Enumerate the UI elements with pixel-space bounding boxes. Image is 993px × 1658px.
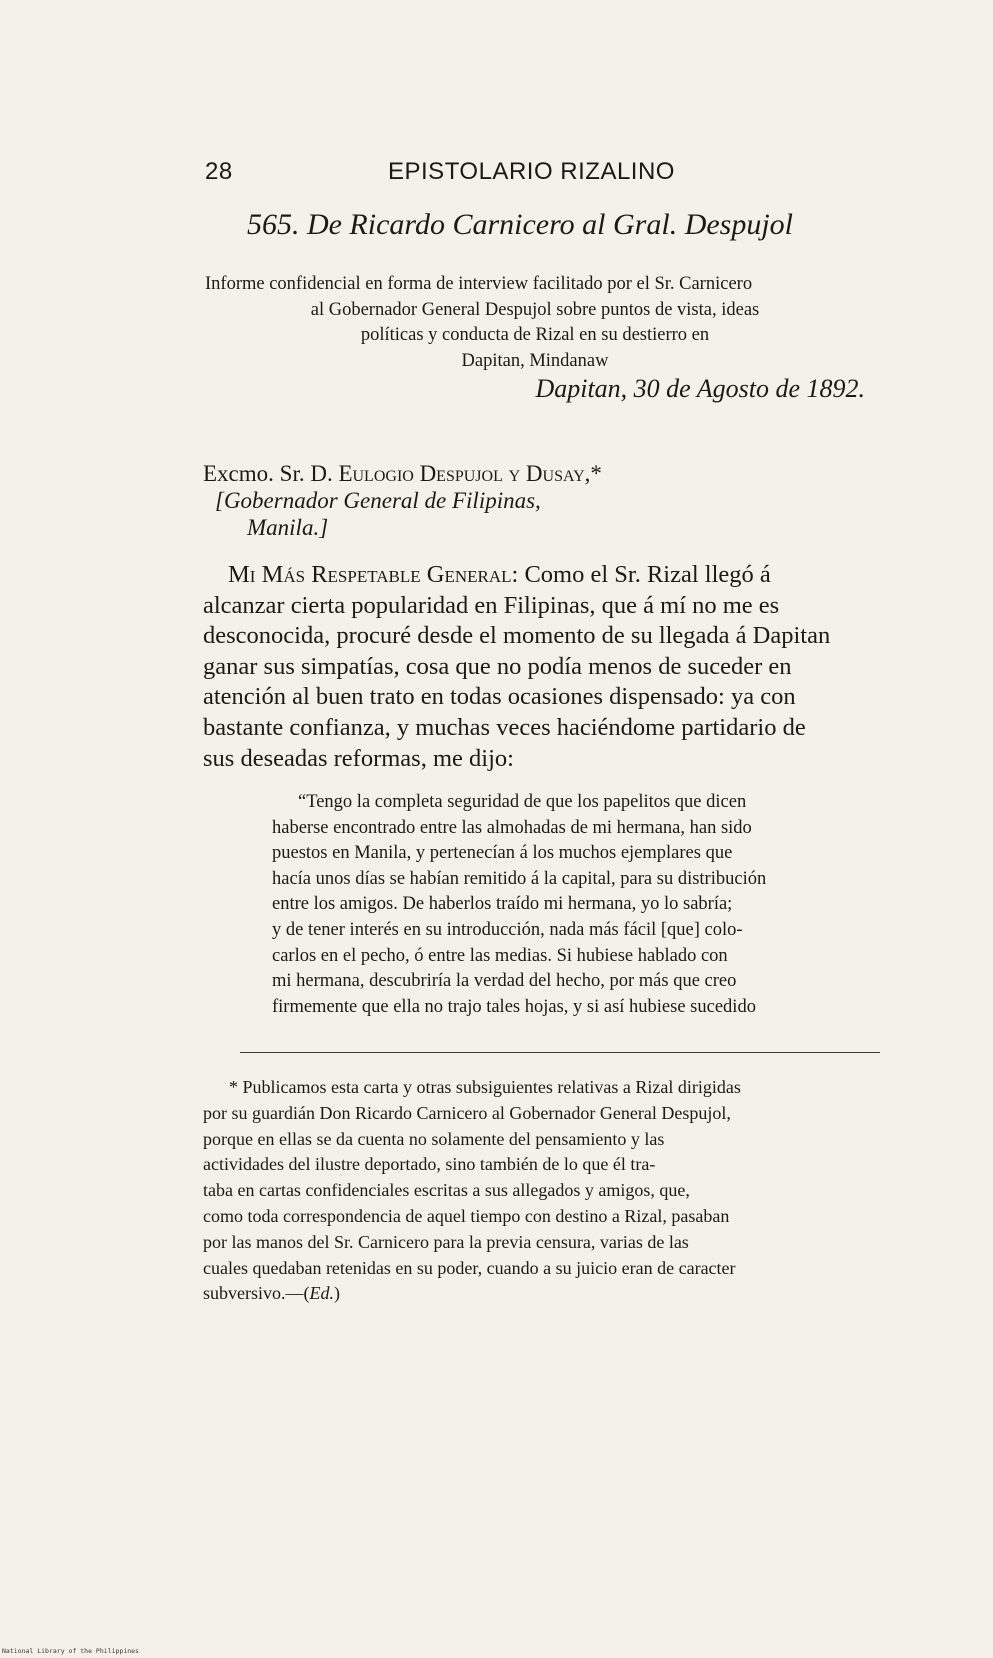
footnote-line: actividades del ilustre deportado, sino también de lo que él tra- xyxy=(203,1154,656,1175)
body-line: desconocida, procuré desde el momento de su llegada á Dapitan xyxy=(203,622,831,650)
letter-heading: 565. De Ricardo Carnicero al Gral. Despujol xyxy=(246,208,794,241)
editor-mark: Ed. xyxy=(309,1283,334,1304)
footnote-line: como toda correspondencia de aquel tiempo con destino a Rizal, pasaban xyxy=(203,1205,730,1226)
library-credit: National Library of the Philippines xyxy=(2,1647,139,1655)
footnote-last-line xyxy=(203,1281,883,1307)
quote-line: haberse encontrado entre las almohadas de mi hermana, han sido xyxy=(272,817,752,838)
quote-line: entre los amigos. De haberlos traído mi hermana, yo lo sabría; xyxy=(272,894,733,915)
footnote-last-prefix: subversivo.—( xyxy=(203,1283,310,1304)
body-line: bastante confianza, y muchas veces haciéndome partidario de xyxy=(203,713,806,741)
summary-line: al Gobernador General Despujol sobre puntos de vista, ideas xyxy=(310,299,760,320)
body-line: atención al buen trato en todas ocasiones dispensado: ya con xyxy=(203,683,796,711)
quote-line: puestos en Manila, y pertenecían á los muchos ejemplares que xyxy=(272,843,733,864)
greeting: Mi Más Respetable General xyxy=(228,561,512,588)
summary-line: políticas y conducta de Rizal en su destierro en xyxy=(360,325,710,345)
addressee-name: Eulogio Despujol y Dusay,* xyxy=(338,461,602,486)
summary-line: Informe confidencial en forma de interview facilitado por el Sr. Carnicero xyxy=(205,274,753,294)
addressee-city: Manila.] xyxy=(247,515,329,540)
addressee-title: [Gobernador General de Filipinas, xyxy=(215,488,541,513)
body-first-line xyxy=(203,560,871,591)
quote-line: carlos en el pecho, ó entre las medias. Si hubiese hablado con xyxy=(272,945,728,966)
salutation-prefix: Excmo. Sr. D. xyxy=(203,461,339,486)
dateline: Dapitan, 30 de Agosto de 1892. xyxy=(535,374,865,403)
body-line: sus deseadas reformas, me dijo: xyxy=(203,744,514,772)
body-first-line-rest: : Como el Sr. Rizal llegó á xyxy=(511,561,771,588)
quoted-passage xyxy=(272,790,872,1020)
quote-line: y de tener interés en su introducción, nada más fácil [que] colo- xyxy=(272,919,743,940)
footnote-line: por las manos del Sr. Carnicero para la previa censura, varias de las xyxy=(203,1231,689,1252)
body-line: alcanzar cierta popularidad en Filipinas, que á mí no me es xyxy=(203,591,780,619)
running-head xyxy=(205,158,795,188)
footnote xyxy=(203,1075,883,1307)
page-number: 28 xyxy=(205,158,233,185)
footnote-line: cuales quedaban retenidas en su poder, cuando a su juicio eran de caracter xyxy=(203,1257,736,1278)
footnote-line: por su guardián Don Ricardo Carnicero al Gobernador General Despujol, xyxy=(203,1102,731,1123)
quote-line: hacía unos días se habían remitido á la capital, para su distribución xyxy=(272,868,767,889)
footnote-line: porque en ellas se da cuenta no solamente del pensamiento y las xyxy=(203,1128,665,1149)
footnote-line: taba en cartas confidenciales escritas a sus allegados y amigos, que, xyxy=(203,1180,690,1201)
book-title: EPISTOLARIO RIZALINO xyxy=(388,158,675,185)
quote-line: “Tengo la completa seguridad de que los papelitos que dicen xyxy=(298,792,747,812)
letter-summary xyxy=(205,272,865,374)
quote-line: mi hermana, descubriría la verdad del hecho, por más que creo xyxy=(272,971,737,992)
summary-line: Dapitan, Mindanaw xyxy=(461,350,609,371)
footnote-line: * Publicamos esta carta y otras subsiguientes relativas a Rizal dirigidas xyxy=(229,1077,741,1097)
address-block xyxy=(203,460,883,541)
footnote-divider xyxy=(240,1052,880,1053)
addressee-line xyxy=(203,460,883,487)
footnote-last-suffix: ) xyxy=(334,1283,340,1304)
body-line: ganar sus simpatías, cosa que no podía menos de suceder en xyxy=(203,652,792,680)
quote-line: firmemente que ella no trajo tales hojas, y si así hubiese sucedido xyxy=(272,996,756,1017)
letter-body xyxy=(203,560,871,774)
